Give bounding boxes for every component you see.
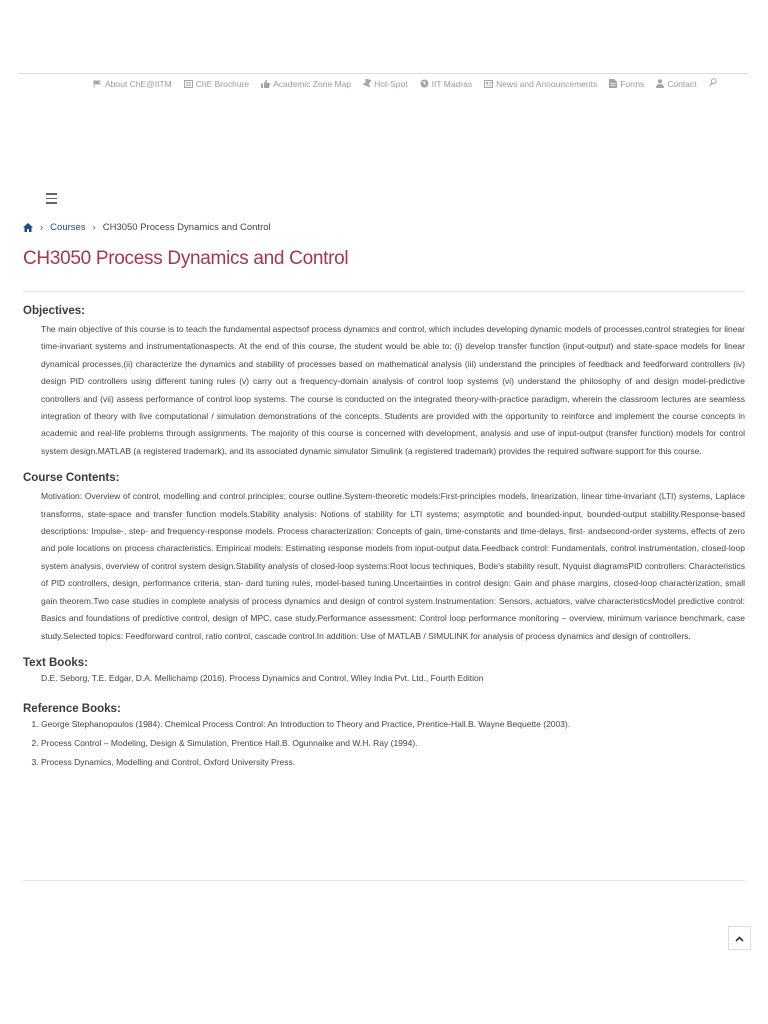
- nav-news-label: News and Announcements: [496, 78, 598, 89]
- nav-iit-madras-label: IIT Madras: [431, 78, 473, 89]
- scroll-to-top-button[interactable]: [728, 926, 751, 950]
- nav-academic-zone-map-label: Academic Zone Map: [273, 78, 352, 89]
- form-icon: [609, 79, 617, 88]
- thumbs-up-icon: [261, 80, 270, 88]
- course-content: [23, 305, 745, 776]
- breadcrumb-separator: ›: [40, 222, 44, 233]
- nav-brochure[interactable]: [184, 79, 249, 89]
- nav-iit-madras[interactable]: [420, 79, 472, 89]
- home-icon[interactable]: [23, 223, 33, 232]
- breadcrumb-separator: ›: [92, 222, 96, 233]
- menu-toggle-icon[interactable]: [46, 193, 57, 207]
- list-item: 1. George Stephanopoulos (1984). Chemical Process Control: An Introduction to Theory and Practice, Prentice-Hall.B. Wayne Bequette (2003).: [41, 719, 745, 729]
- page-title: CH3050 Process Dynamics and Control: [23, 248, 349, 269]
- nav-contact-label: Contact: [667, 78, 697, 89]
- nav-about[interactable]: [93, 79, 172, 89]
- objectives-heading: Objectives:: [23, 305, 85, 317]
- pin-icon: [363, 79, 371, 88]
- nav-forms-label: Forms: [620, 78, 645, 89]
- nav-forms[interactable]: [609, 79, 644, 89]
- course-contents-text: Motivation: Overview of control, modelling and control principles; course outline.System-theoretic models:First-principles models, linearization, linear time-invariant (LTI) systems, Laplace transforms, state-space and transfer function models.Stability analysis: Notions of stability for LTI systems; asymptotic and bounded-input, bounded-output stability.Response-based descriptions: Impulse-, step- and frequency-response models. Process characterization: Concepts of gain, time-constants and time-delays, first- andsecond-order systems, effects of zero and pole locations on process characteristics. Empirical models: Estimating response models from input-output data.Feedback control: Fundamentals, control instrumentation, closed-loop system analysis, overview of control system design.Stability analysis of closed-loop systems:Root locus techniques, Bode's stability result, Nyquist diagramsPID controllers: Characteristics of PID controllers, design, performance criteria, stan- dard tuning rules, model-based tuning.Uncertainties in control design: Gain and phase margins, closed-loop characterization, small gain theorem.Two case studies in complete analysis of process dynamics and design of control system.Instrumentation: Sensors, actuators, valve characteristicsModel predictive control: Basics and foundations of predictive control, design of MPC, case study.Performance assessment: Control loop performance monitoring – overview, minimum variance benchmark, case study.Selected topics: Feedforward control, ratio control, cascade control.In addition: Use of MATLAB / SIMULINK for analysis of process dynamics and design of controllers.: [41, 491, 745, 641]
- flag-icon: [93, 80, 102, 88]
- nav-contact[interactable]: [656, 79, 696, 89]
- title-divider: [23, 291, 745, 292]
- text-books-entry: D.E. Seborg, T.E. Edgar, D.A. Mellichamp (2016). Process Dynamics and Control, Wiley India Pvt. Ltd., Fourth Edition: [41, 672, 484, 683]
- user-icon: [656, 79, 664, 88]
- reference-books-heading: Reference Books:: [23, 702, 121, 715]
- breadcrumb: [23, 222, 271, 233]
- breadcrumb-courses-link[interactable]: Courses: [50, 222, 86, 233]
- newspaper-icon: [484, 80, 493, 88]
- content-divider: [23, 880, 745, 881]
- chevron-up-icon: [735, 929, 744, 947]
- nav-news[interactable]: [484, 79, 597, 89]
- header-divider: [18, 73, 748, 74]
- nav-about-label: About ChE@IITM: [105, 78, 172, 89]
- list-item: 2. Process Control – Modeling, Design & Simulation, Prentice Hall.B. Ogunnaike and W.H. Ray (1994).: [41, 738, 745, 748]
- nav-hot-spot-label: Hot-Spot: [374, 78, 408, 89]
- reference-books-list: [23, 719, 745, 767]
- objectives-text: The main objective of this course is to teach the fundamental aspectsof process dynamics and control, which includes developing dynamic models of processes,control strategies for linear time-invariant systems and instrumentationaspects. At the end of this course, the student would be able to: (i) develop transfer function (input-output) and state-space models for linear dynamical processes,(ii) characterize the dynamics and stability of processes based on mathematical analysis (iii) understand the principles of feedback and feedforward controllers (iv) design PID controllers using different tuning rules (v) carry out a frequency-domain analysis of control loop systems (vi) understand the philosophy of and design model-predictive controllers and (vii) assess performance of control loop systems. The course is conducted on the integrated theory-with-practice paradigm, wherein the classroom lectures are seamless integration of theory with live computational / simulation demonstrations of the concepts. Students are provided with the opportunity to reinforce and implement the course concepts in academic and real-life problems through assignments. The majority of this course is concerned with development, analysis and use of input-output (transfer function) models for control system design.MATLAB (a registered trademark), and its associated dynamic simulator Simulink (a registered trademark) provides the required software support for this course.: [41, 324, 745, 456]
- breadcrumb-current: CH3050 Process Dynamics and Control: [102, 222, 271, 233]
- search-icon[interactable]: [709, 78, 717, 89]
- book-icon: [184, 80, 193, 88]
- list-item: 3. Process Dynamics, Modelling and Control, Oxford University Press.: [41, 757, 745, 767]
- nav-academic-zone-map[interactable]: [261, 79, 351, 89]
- top-navigation: [93, 78, 717, 89]
- text-books-heading: Text Books:: [23, 656, 88, 669]
- globe-icon: [420, 79, 429, 88]
- nav-brochure-label: ChE Brochure: [195, 78, 250, 89]
- course-contents-heading: Course Contents:: [23, 472, 120, 485]
- nav-hot-spot[interactable]: [363, 79, 408, 89]
